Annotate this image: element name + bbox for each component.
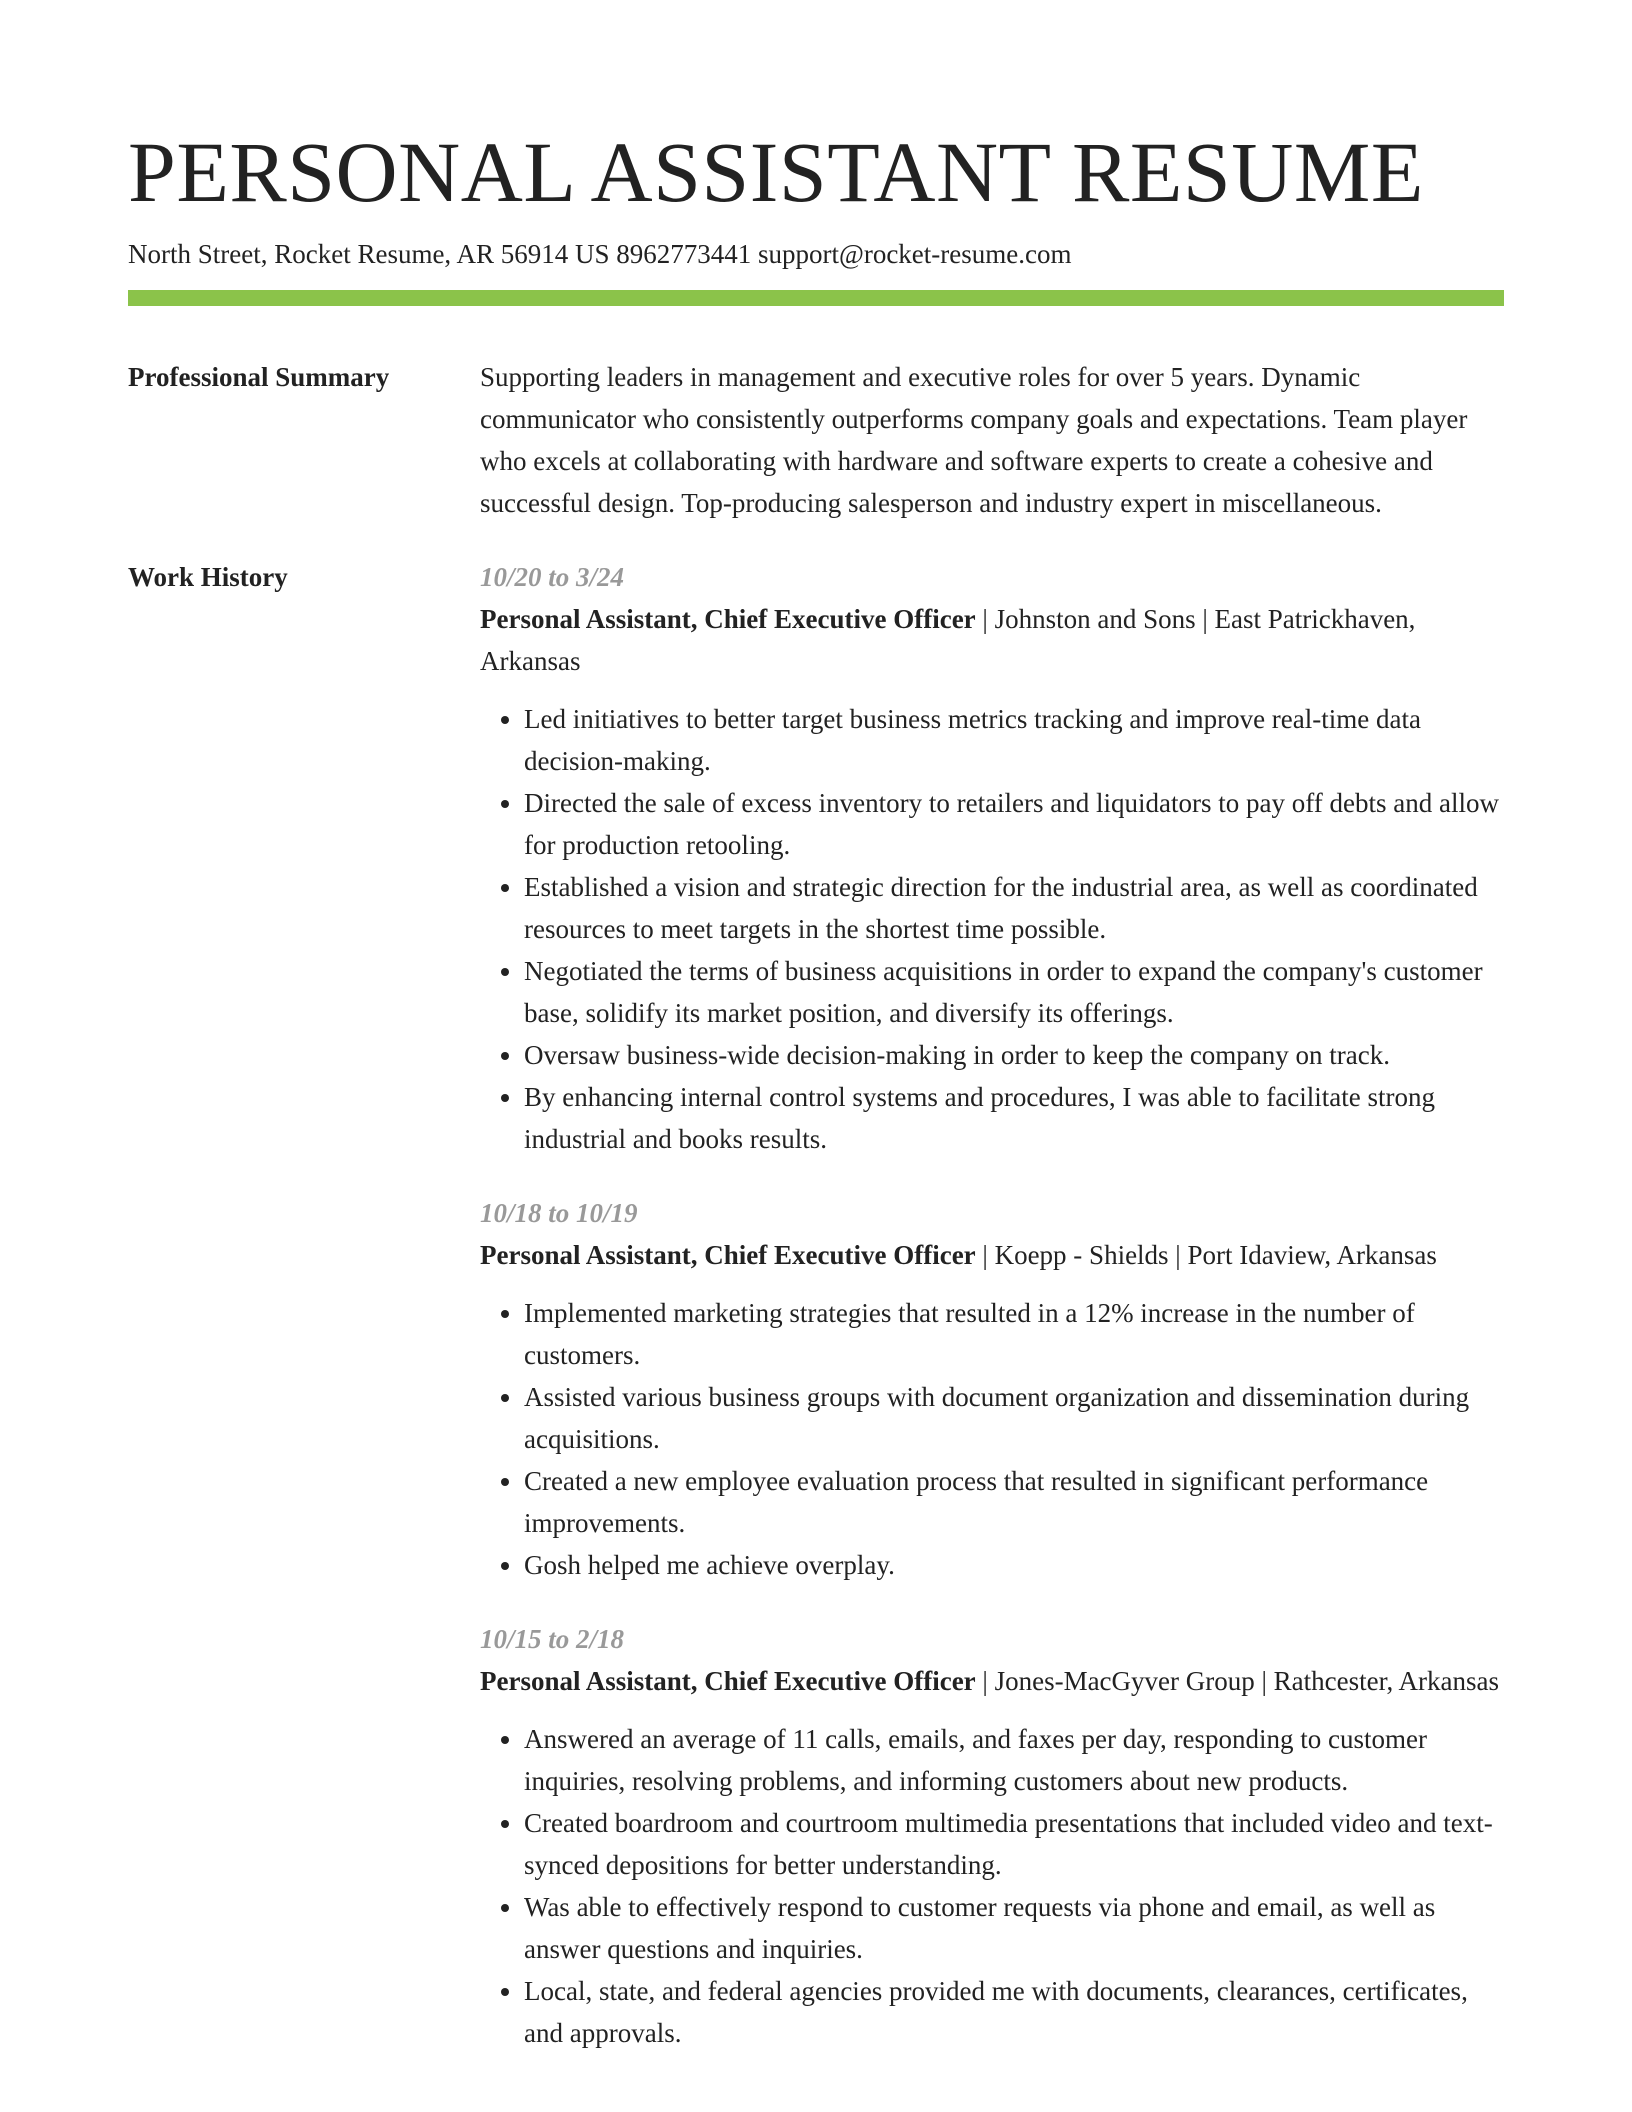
job-bullet: • Answered an average of 11 calls, emails, and faxes per day, responding to customer inquiries, resolving problems, and informing customers about new products. — [524, 1718, 1504, 1802]
job-heading — [480, 1234, 1504, 1276]
work-history-label: Work History — [128, 562, 288, 592]
job-title: Personal Assistant, Chief Executive Officer — [480, 1240, 976, 1270]
resume-title: PERSONAL ASSISTANT RESUME — [128, 124, 1424, 220]
job-bullet: • Directed the sale of excess inventory to retailers and liquidators to pay off debts and allow for production retooling. — [524, 782, 1504, 866]
summary-body — [480, 356, 1504, 524]
job-title: Personal Assistant, Chief Executive Officer — [480, 1666, 976, 1696]
contact-line: North Street, Rocket Resume, AR 56914 US 8962773441 support@rocket-resume.com — [128, 239, 1072, 269]
job-bullet: • Assisted various business groups with document organization and dissemination during acquisitions. — [524, 1376, 1504, 1460]
job-bullet-list — [480, 1718, 1504, 2054]
job-bullet: • Local, state, and federal agencies provided me with documents, clearances, certificates, and approvals. — [524, 1970, 1504, 2054]
job-bullet: • By enhancing internal control systems and procedures, I was able to facilitate strong industrial and books results. — [524, 1076, 1504, 1160]
work-history-body — [480, 556, 1504, 2086]
job-title: Personal Assistant, Chief Executive Officer — [480, 604, 976, 634]
job-bullet: • Led initiatives to better target business metrics tracking and improve real-time data decision-making. — [524, 698, 1504, 782]
job-bullet: • Created boardroom and courtroom multimedia presentations that included video and text-synced depositions for better understanding. — [524, 1802, 1504, 1886]
job-heading — [480, 1660, 1504, 1702]
summary-text: Supporting leaders in management and executive roles for over 5 years. Dynamic communicator who consistently outperforms company goals and expectations. Team player who excels at collaborating with hardware and software experts to create a cohesive and successful design. Top-producing salesperson and industry expert in miscellaneous. — [480, 362, 1468, 518]
job-bullet: • Gosh helped me achieve overplay. — [524, 1544, 1504, 1586]
job-company-location: | Johnston and Sons | East Patrickhaven, Arkansas — [480, 604, 1416, 676]
job-entry — [480, 1192, 1504, 1586]
work-history-section — [128, 556, 1504, 2086]
job-bullet: • Oversaw business-wide decision-making in order to keep the company on track. — [524, 1034, 1504, 1076]
summary-label: Professional Summary — [128, 362, 390, 392]
summary-section — [128, 356, 1504, 524]
job-bullet: • Negotiated the terms of business acquisitions in order to expand the company's customer base, solidify its market position, and diversify its offerings. — [524, 950, 1504, 1034]
job-dates: 10/20 to 3/24 — [480, 562, 625, 592]
job-company-location: | Koepp - Shields | Port Idaview, Arkansas — [975, 1240, 1437, 1270]
resume-page — [128, 0, 1504, 2086]
job-bullet: • Implemented marketing strategies that resulted in a 12% increase in the number of customers. — [524, 1292, 1504, 1376]
job-bullet-list — [480, 1292, 1504, 1586]
job-dates: 10/18 to 10/19 — [480, 1198, 638, 1228]
job-bullet: • Established a vision and strategic direction for the industrial area, as well as coordinated resources to meet targets in the shortest time possible. — [524, 866, 1504, 950]
header-divider — [128, 290, 1504, 306]
job-heading — [480, 598, 1504, 682]
job-bullet-list — [480, 698, 1504, 1160]
job-bullet: • Was able to effectively respond to customer requests via phone and email, as well as answer questions and inquiries. — [524, 1886, 1504, 1970]
job-entry — [480, 556, 1504, 1160]
job-bullet: • Created a new employee evaluation process that resulted in significant performance improvements. — [524, 1460, 1504, 1544]
job-company-location: | Jones-MacGyver Group | Rathcester, Arkansas — [975, 1666, 1500, 1696]
job-dates: 10/15 to 2/18 — [480, 1624, 625, 1654]
job-entry — [480, 1618, 1504, 2054]
